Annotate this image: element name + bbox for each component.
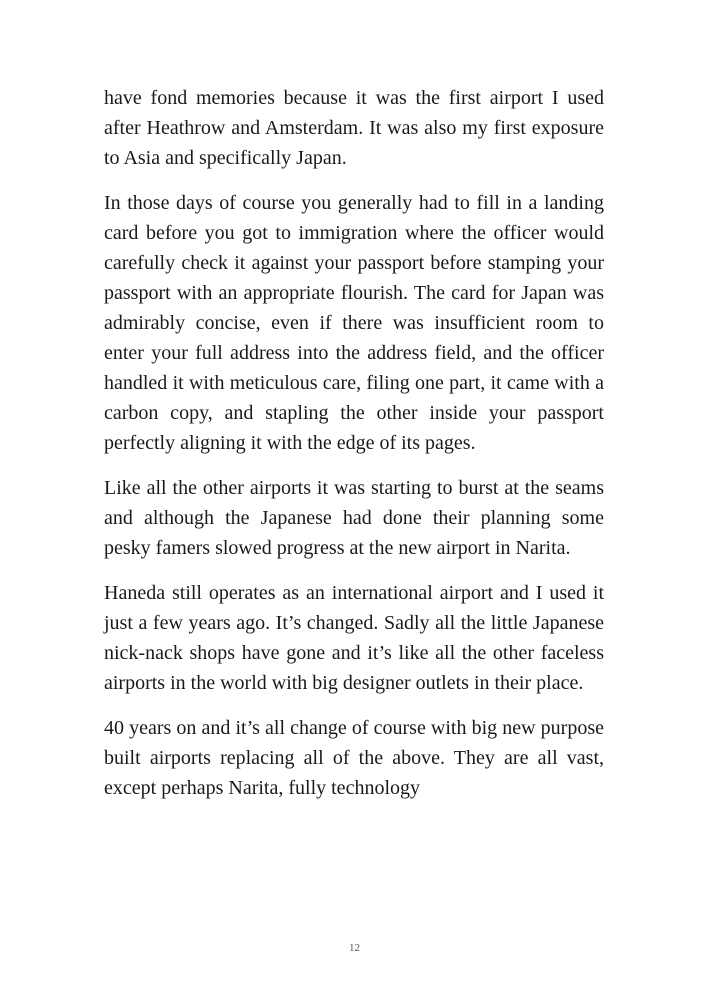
body-text [104, 83, 604, 803]
paragraph: Like all the other airports it was starting to burst at the seams and although the Japanese had done their planning some pesky famers slowed progress at the new airport in Narita. [104, 477, 604, 559]
paragraph: 40 years on and it’s all change of course with big new purpose built airports replacing all of the above. They are all vast, except perhaps Narita, fully technology [104, 717, 604, 799]
paragraph: Haneda still operates as an international airport and I used it just a few years ago. It’s changed. Sadly all the little Japanese nick-nack shops have gone and it’s like all the other faceless airports in the world with big designer outlets in their place. [104, 582, 604, 694]
paragraph: In those days of course you generally had to fill in a landing card before you got to immigration where the officer would carefully check it against your passport before stamping your passport with an appropriate flourish. The card for Japan was admirably concise, even if there was insufficient room to enter your full address into the address field, and the officer handled it with meticulous care, filing one part, it came with a carbon copy, and stapling the other inside your passport perfectly aligning it with the edge of its pages. [104, 192, 604, 454]
page-number: 12 [349, 942, 360, 954]
paragraph: have fond memories because it was the first airport I used after Heathrow and Amsterdam. It was also my first exposure to Asia and specifically Japan. [104, 87, 604, 169]
